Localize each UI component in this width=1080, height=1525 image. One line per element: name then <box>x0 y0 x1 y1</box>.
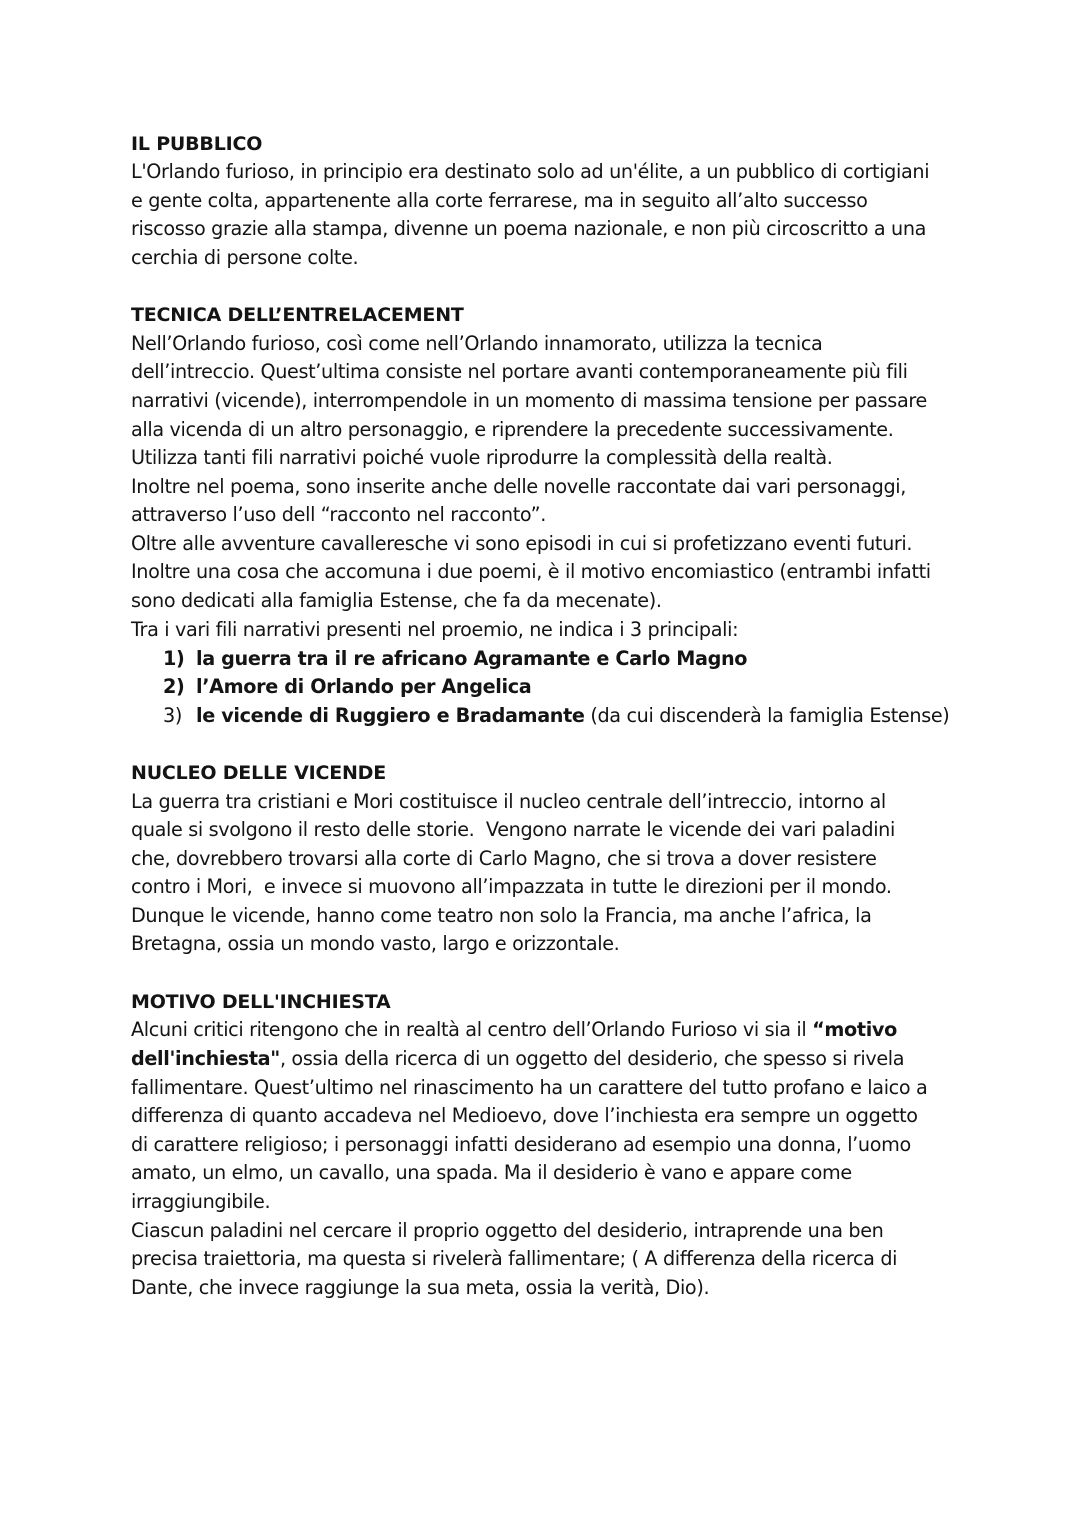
paragraph-line: irraggiungibile. <box>131 1190 271 1213</box>
paragraph-line: riscosso grazie alla stampa, divenne un poema nazionale, e non più circoscritto a una <box>131 217 927 240</box>
paragraph-line <box>131 1016 897 1044</box>
list-item-bold-text: l’Amore di Orlando per Angelica <box>196 675 532 698</box>
list-item <box>163 673 531 701</box>
paragraph-line: cerchia di persone colte. <box>131 246 359 269</box>
list-item <box>163 645 747 673</box>
paragraph-line: quale si svolgono il resto delle storie. Vengono narrate le vicende dei vari paladini <box>131 818 895 841</box>
paragraph-line: Oltre alle avventure cavalleresche vi sono episodi in cui si profetizzano eventi futuri. <box>131 532 913 555</box>
paragraph-line: contro i Mori, e invece si muovono all’impazzata in tutte le direzioni per il mondo. <box>131 875 892 898</box>
paragraph-line: Tra i vari fili narrativi presenti nel proemio, ne indica i 3 principali: <box>131 618 739 641</box>
paragraph-line: che, dovrebbero trovarsi alla corte di Carlo Magno, che si trova a dover resistere <box>131 847 877 870</box>
list-item-text: (da cui discenderà la famiglia Estense) <box>584 704 950 727</box>
paragraph-line: Dunque le vicende, hanno come teatro non solo la Francia, ma anche l’africa, la <box>131 904 872 927</box>
list-item <box>163 702 949 730</box>
inline-bold-text: dell'inchiesta" <box>131 1047 280 1070</box>
paragraph-line: narrativi (vicende), interrompendole in un momento di massima tensione per passare <box>131 389 927 412</box>
list-item-bold-text: la guerra tra il re africano Agramante e Carlo Magno <box>196 647 748 670</box>
paragraph-line: Ciascun paladini nel cercare il proprio oggetto del desiderio, intraprende una ben <box>131 1219 884 1242</box>
paragraph-line: differenza di quanto accadeva nel Medioevo, dove l’inchiesta era sempre un oggetto <box>131 1104 918 1127</box>
section-heading-pubblico: IL PUBBLICO <box>131 133 263 155</box>
paragraph-line: Inoltre una cosa che accomuna i due poemi, è il motivo encomiastico (entrambi infatti <box>131 560 931 583</box>
paragraph-line: dell’intreccio. Quest’ultima consiste nel portare avanti contemporaneamente più fili <box>131 360 908 383</box>
paragraph-line: La guerra tra cristiani e Mori costituisce il nucleo centrale dell’intreccio, intorno al <box>131 790 886 813</box>
paragraph-line: Inoltre nel poema, sono inserite anche delle novelle raccontate dai vari personaggi, <box>131 475 907 498</box>
list-item-number: 1) <box>163 647 185 670</box>
paragraph-line: Dante, che invece raggiunge la sua meta, ossia la verità, Dio). <box>131 1276 710 1299</box>
section-heading-nucleo: NUCLEO DELLE VICENDE <box>131 762 387 784</box>
paragraph-line: Nell’Orlando furioso, così come nell’Orlando innamorato, utilizza la tecnica <box>131 332 823 355</box>
inline-bold-text: “motivo <box>812 1018 897 1041</box>
paragraph-line: e gente colta, appartenente alla corte ferrarese, ma in seguito all’alto successo <box>131 189 868 212</box>
paragraph-line: amato, un elmo, un cavallo, una spada. Ma il desiderio è vano e appare come <box>131 1161 852 1184</box>
paragraph-line: alla vicenda di un altro personaggio, e riprendere la precedente successivamente. <box>131 418 894 441</box>
paragraph-line: fallimentare. Quest’ultimo nel rinascimento ha un carattere del tutto profano e laico a <box>131 1076 928 1099</box>
paragraph-line: L'Orlando furioso, in principio era destinato solo ad un'élite, a un pubblico di cortigiani <box>131 160 930 183</box>
list-item-bold-text: le vicende di Ruggiero e Bradamante <box>196 704 585 727</box>
list-item-number: 2) <box>163 675 185 698</box>
paragraph-line: di carattere religioso; i personaggi infatti desiderano ad esempio una donna, l’uomo <box>131 1133 911 1156</box>
list-item-number: 3) <box>163 704 182 727</box>
paragraph-line: precisa traiettoria, ma questa si rivelerà fallimentare; ( A differenza della ricerca di <box>131 1247 898 1270</box>
paragraph-line: Utilizza tanti fili narrativi poiché vuole riprodurre la complessità della realtà. <box>131 446 833 469</box>
paragraph-line <box>131 1045 904 1073</box>
section-heading-entrelacement: TECNICA DELL’ENTRELACEMENT <box>131 304 464 326</box>
inline-text: , ossia della ricerca di un oggetto del desiderio, che spesso si rivela <box>279 1047 905 1070</box>
paragraph-line: attraverso l’uso dell “racconto nel racconto”. <box>131 503 546 526</box>
section-heading-inchiesta: MOTIVO DELL'INCHIESTA <box>131 991 391 1013</box>
paragraph-line: Bretagna, ossia un mondo vasto, largo e orizzontale. <box>131 932 620 955</box>
paragraph-line: sono dedicati alla famiglia Estense, che fa da mecenate). <box>131 589 662 612</box>
inline-text: Alcuni critici ritengono che in realtà al centro dell’Orlando Furioso vi sia il <box>131 1018 813 1041</box>
